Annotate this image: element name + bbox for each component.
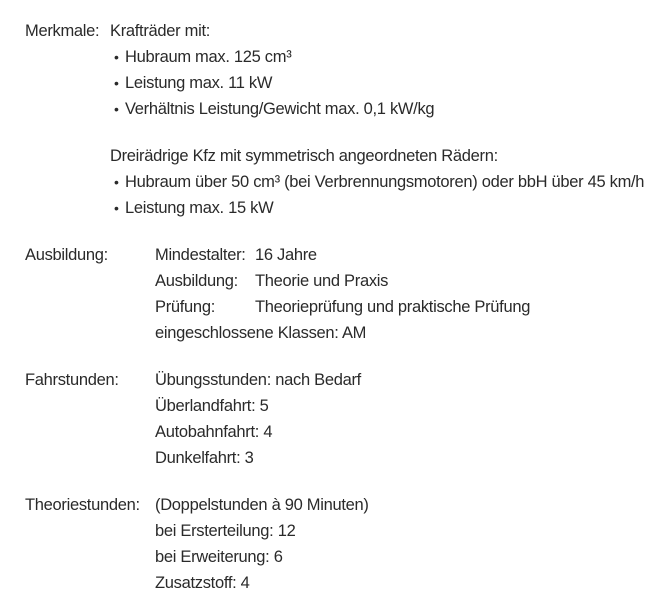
section-label-ausbildung: Ausbildung: xyxy=(25,246,108,264)
ausbildung-row-mindestalter xyxy=(155,242,651,268)
section-label-theoriestunden: Theoriestunden: xyxy=(25,496,140,514)
kv-value: 16 Jahre xyxy=(255,246,317,264)
section-ausbildung xyxy=(25,242,651,346)
fahrstunden-dunkelfahrt: Dunkelfahrt: 3 xyxy=(155,449,254,467)
ausbildung-content xyxy=(155,242,651,346)
bullet-icon: • xyxy=(114,75,119,91)
merkmale-bullet-leistung-11kw xyxy=(110,70,651,96)
theoriestunden-erweiterung: bei Erweiterung: 6 xyxy=(155,548,283,566)
merkmale-bullet-hubraum-125 xyxy=(110,44,651,70)
merkmale-bullet-leistung-gewicht xyxy=(110,96,651,122)
bullet-text: Hubraum über 50 cm³ (bei Verbrennungsmotoren) oder bbH über 45 km/h xyxy=(125,173,645,191)
kv-key: Mindestalter: xyxy=(155,246,246,264)
merkmale-bullet-leistung-15kw xyxy=(110,195,651,221)
fahrstunden-content xyxy=(155,367,651,471)
merkmale-content xyxy=(110,18,651,221)
section-fahrstunden xyxy=(25,367,651,471)
group-spacer xyxy=(110,122,651,143)
theoriestunden-zusatzstoff: Zusatzstoff: 4 xyxy=(155,574,250,592)
bullet-icon: • xyxy=(114,101,119,117)
section-label-fahrstunden: Fahrstunden: xyxy=(25,371,119,389)
kv-value: Theorieprüfung und praktische Prüfung xyxy=(255,298,531,316)
theoriestunden-ersterteilung: bei Ersterteilung: 12 xyxy=(155,522,296,540)
kv-key: Prüfung: xyxy=(155,298,215,316)
section-merkmale xyxy=(25,18,651,221)
fahrstunden-autobahnfahrt: Autobahnfahrt: 4 xyxy=(155,423,273,441)
bullet-text: Verhältnis Leistung/Gewicht max. 0,1 kW/kg xyxy=(125,100,435,118)
kv-value: Theorie und Praxis xyxy=(255,272,389,290)
fahrstunden-ueberlandfahrt: Überlandfahrt: 5 xyxy=(155,397,269,415)
bullet-icon: • xyxy=(114,174,119,190)
kv-key: Ausbildung: xyxy=(155,272,238,290)
theoriestunden-doppelstunden: (Doppelstunden à 90 Minuten) xyxy=(155,496,369,514)
merkmale-intro-kraftraeder: Krafträder mit: xyxy=(110,22,211,40)
bullet-text: Leistung max. 11 kW xyxy=(125,74,273,92)
merkmale-bullet-hubraum-50 xyxy=(110,169,651,195)
bullet-text: Hubraum max. 125 cm³ xyxy=(125,48,292,66)
bullet-text: Leistung max. 15 kW xyxy=(125,199,274,217)
fahrstunden-uebungsstunden: Übungsstunden: nach Bedarf xyxy=(155,371,361,389)
ausbildung-row-ausbildung xyxy=(155,268,651,294)
bullet-icon: • xyxy=(114,49,119,65)
theoriestunden-content xyxy=(155,492,651,596)
ausbildung-row-pruefung xyxy=(155,294,651,320)
section-label-merkmale: Merkmale: xyxy=(25,22,100,40)
bullet-icon: • xyxy=(114,200,119,216)
section-theoriestunden xyxy=(25,492,651,596)
ausbildung-row-eingeschlossene-klassen: eingeschlossene Klassen: AM xyxy=(155,324,367,342)
merkmale-intro-dreiraedrige: Dreirädrige Kfz mit symmetrisch angeordneten Rädern: xyxy=(110,147,498,165)
